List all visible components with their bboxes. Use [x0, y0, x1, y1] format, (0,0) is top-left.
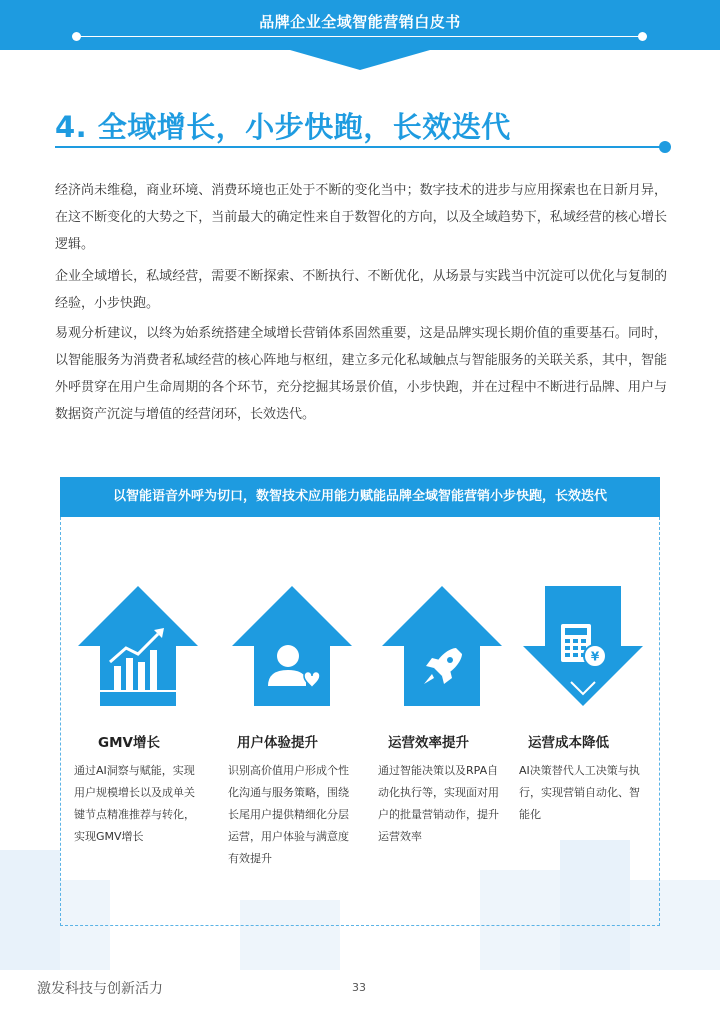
- header-title: 品牌企业全域智能营销白皮书: [259, 13, 461, 31]
- paragraph-2: 企业全域增长，私域经营，需要不断探索、不断执行、不断优化，从场景与实践当中沉淀可以优化与复制的经验，小步快跑。: [55, 269, 667, 311]
- item-title-cost-reduction: 运营成本降低: [528, 735, 609, 751]
- header-rule: [78, 36, 642, 37]
- heading-rule: [55, 146, 661, 148]
- paragraph-1: 经济尚未维稳，商业环境、消费环境也正处于不断的变化当中；数字技术的进步与应用探索也在日新月异，在这不断变化的大势之下，当前最大的确定性来自于数智化的方向，以及全域趋势下，私域经营的核心增长逻辑。: [55, 183, 667, 252]
- svg-text:¥: ¥: [590, 649, 600, 664]
- growth-chart-icon: [76, 584, 200, 708]
- rocket-icon: [380, 584, 504, 708]
- item-text-user-experience: 识别高价值用户形成个性化沟通与服务策略，围绕长尾用户提供精细化分层运营，用户体验与满意度有效提升: [228, 764, 349, 865]
- heading-rule-dot: [659, 141, 671, 153]
- item-text-ops-efficiency: 通过智能决策以及RPA自动化执行等，实现面对用户的批量营销动作，提升运营效率: [378, 764, 499, 843]
- item-title-user-experience: 用户体验提升: [237, 735, 318, 751]
- header-notch: [290, 50, 430, 70]
- section-heading: 4. 全域增长，小步快跑，长效迭代: [55, 110, 511, 144]
- user-heart-icon: [230, 584, 354, 708]
- page-number: 33: [352, 981, 366, 994]
- header-dot-left: [72, 32, 81, 41]
- footer-slogan: 激发科技与创新活力: [37, 981, 163, 997]
- item-text-gmv: 通过AI洞察与赋能，实现用户规模增长以及成单关键节点精准推荐与转化，实现GMV增长: [74, 764, 195, 843]
- item-title-ops-efficiency: 运营效率提升: [388, 735, 469, 751]
- city-silhouette-left: [0, 850, 60, 970]
- calculator-yen-icon: [521, 584, 645, 708]
- item-text-cost-reduction: AI决策替代人工决策与执行，实现营销自动化、智能化: [519, 764, 640, 821]
- header-dot-right: [638, 32, 647, 41]
- paragraph-3: 易观分析建议，以终为始系统搭建全域增长营销体系固然重要，这是品牌实现长期价值的重要基石。同时，以智能服务为消费者私域经营的核心阵地与枢纽，建立多元化私域触点与智能服务的关联关系，其中，智能外呼贯穿在用户生命周期的各个环节，充分挖掘其场景价值，小步快跑，并在过程中不断进行品牌、用户与数据资产沉淀与增值的经营闭环，长效迭代。: [55, 326, 667, 422]
- item-title-gmv: GMV增长: [98, 735, 160, 751]
- box-frame: [60, 517, 660, 926]
- box-title: 以智能语音外呼为切口，数智技术应用能力赋能品牌全域智能营销小步快跑，长效迭代: [60, 477, 660, 517]
